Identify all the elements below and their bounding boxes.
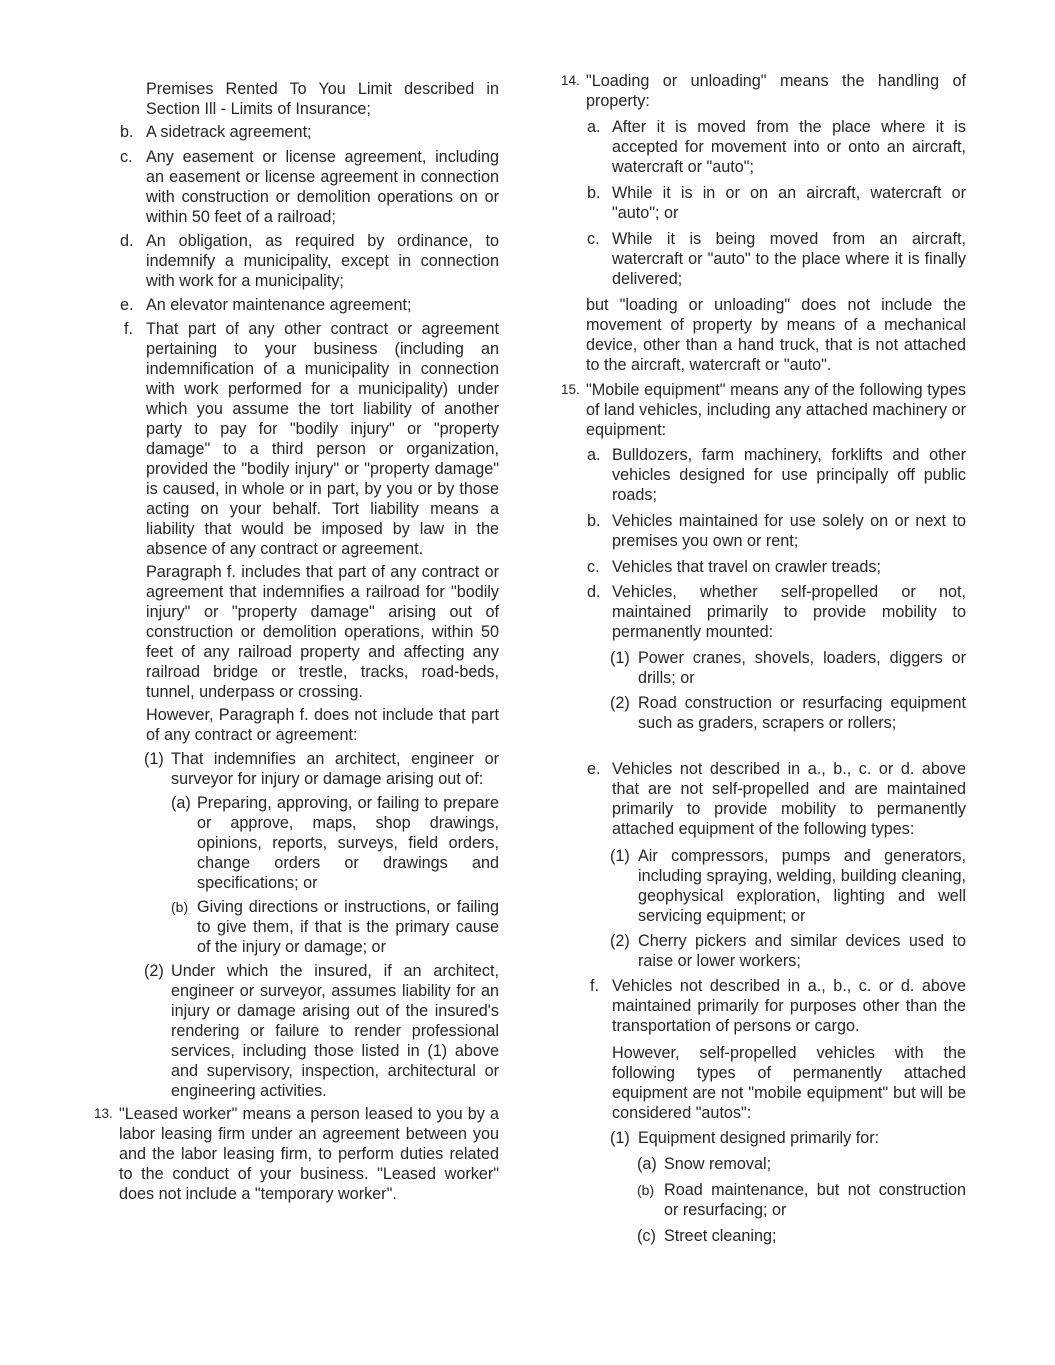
sub-1b-label: (b) bbox=[171, 899, 189, 915]
def15-e2-label: (2) bbox=[610, 932, 630, 950]
def15-f1c-label: (c) bbox=[637, 1227, 656, 1245]
def15-e2-text: Cherry pickers and similar devices used to raise or lower workers; bbox=[638, 932, 966, 970]
item-f-label: f. bbox=[124, 320, 133, 338]
def15-a-text: Bulldozers, farm machinery, forklifts and other vehicles designed for use principally off public roads; bbox=[612, 446, 966, 504]
definition-15-text: "Mobile equipment" means any of the following types of land vehicles, including any attached machinery or equipment: bbox=[586, 381, 966, 439]
item-b-label: b. bbox=[120, 123, 134, 141]
def15-e1-label: (1) bbox=[610, 847, 630, 865]
sub-1a-text: Preparing, approving, or failing to prepare or approve, maps, shop drawings, opinions, reports, surveys, field orders, change orders or drawings and specifications; or bbox=[197, 794, 499, 892]
definition-14-number: 14. bbox=[561, 73, 580, 88]
def15-d-label: d. bbox=[587, 583, 601, 601]
def14-tail: but "loading or unloading" does not include the movement of property by means of a mechanical device, other than a hand truck, that is not attached to the aircraft, watercraft or "auto". bbox=[586, 296, 966, 374]
def15-d-text: Vehicles, whether self-propelled or not, maintained primarily to provide mobility to permanently mounted: bbox=[612, 583, 966, 641]
def15-f1-label: (1) bbox=[610, 1129, 630, 1147]
def15-e1-text: Air compressors, pumps and generators, including spraying, welding, building cleaning, geophysical exploration, lighting and well servicing equipment; or bbox=[638, 847, 966, 925]
sub-2-label: (2) bbox=[144, 962, 164, 980]
sub-2-text: Under which the insured, if an architect, engineer or surveyor, assumes liability for an injury or damage arising out of the insured's rendering or failure to render professional services, including those listed in (1) above and supervisory, inspection, architectural or engineering activities. bbox=[171, 962, 499, 1100]
paragraph-f-however: However, Paragraph f. does not include that part of any contract or agreement: bbox=[146, 706, 499, 744]
def15-f-text: Vehicles not described in a., b., c. or d. above maintained primarily for purposes other than the transportation of persons or cargo. bbox=[612, 977, 966, 1035]
def14-c-text: While it is being moved from an aircraft, watercraft or "auto" to the place where it is finally delivered; bbox=[612, 230, 966, 288]
def15-d2-label: (2) bbox=[610, 694, 630, 712]
item-e-label: e. bbox=[120, 296, 134, 314]
def15-f-however: However, self-propelled vehicles with the following types of permanently attached equipment are not "mobile equipment" but will be considered "autos": bbox=[612, 1044, 966, 1122]
def14-c-label: c. bbox=[587, 230, 600, 248]
item-c-text: Any easement or license agreement, including an easement or license agreement in connection with construction or demolition operations on or within 50 feet of a railroad; bbox=[146, 148, 499, 226]
def15-a-label: a. bbox=[587, 446, 601, 464]
def15-f1a-text: Snow removal; bbox=[664, 1155, 772, 1173]
def15-c-text: Vehicles that travel on crawler treads; bbox=[612, 558, 882, 576]
def14-a-text: After it is moved from the place where it is accepted for movement into or onto an aircraft, watercraft or "auto"; bbox=[612, 118, 966, 176]
def15-d1-text: Power cranes, shovels, loaders, diggers or drills; or bbox=[638, 649, 966, 687]
sub-1-label: (1) bbox=[144, 750, 164, 768]
def14-a-label: a. bbox=[587, 118, 601, 136]
def15-f1c-text: Street cleaning; bbox=[664, 1227, 777, 1245]
def15-b-text: Vehicles maintained for use solely on or next to premises you own or rent; bbox=[612, 512, 966, 550]
def15-d1-label: (1) bbox=[610, 649, 630, 667]
definition-13-number: 13. bbox=[94, 1106, 113, 1121]
item-c-label: c. bbox=[120, 148, 133, 166]
def14-b-text: While it is in or on an aircraft, watercraft or "auto"; or bbox=[612, 184, 966, 222]
def15-f1a-label: (a) bbox=[637, 1155, 657, 1173]
def15-e-text: Vehicles not described in a., b., c. or d. above that are not self-propelled and are maintained primarily to provide mobility to permanently attached equipment of the following types: bbox=[612, 760, 966, 838]
item-b-text: A sidetrack agreement; bbox=[146, 123, 312, 141]
sub-1-text: That indemnifies an architect, engineer or surveyor for injury or damage arising out of: bbox=[171, 750, 499, 788]
def15-e-label: e. bbox=[587, 760, 601, 778]
def15-b-label: b. bbox=[587, 512, 601, 530]
definition-13-text: "Leased worker" means a person leased to you by a labor leasing firm under an agreement between you and the labor leasing firm, to perform duties related to the conduct of your business. "Leased worker" does not include a "temporary worker". bbox=[119, 1105, 499, 1203]
premises-continuation: Premises Rented To You Limit described in Section Ill - Limits of Insurance; bbox=[146, 80, 499, 118]
sub-1a-label: (a) bbox=[171, 794, 191, 812]
item-d-label: d. bbox=[120, 232, 134, 250]
def15-f1b-text: Road maintenance, but not construction or resurfacing; or bbox=[664, 1181, 966, 1219]
item-f-text: That part of any other contract or agreement pertaining to your business (including an indemnification of a municipality in connection with work performed for a municipality) under which you assume the tort liability of another party to pay for "bodily injury" or "property damage" to a third person or organization, provided the "bodily injury" or "property damage" is caused, in whole or in part, by you or by those acting on your behalf. Tort liability means a liability that would be imposed by law in the absence of any contract or agreement. bbox=[146, 320, 499, 558]
item-e-text: An elevator maintenance agreement; bbox=[146, 296, 412, 314]
def15-f-label: f. bbox=[590, 977, 599, 995]
def15-c-label: c. bbox=[587, 558, 600, 576]
def15-f1b-label: (b) bbox=[637, 1182, 655, 1198]
def15-d2-text: Road construction or resurfacing equipment such as graders, scrapers or rollers; bbox=[638, 694, 966, 732]
item-d-text: An obligation, as required by ordinance, to indemnify a municipality, except in connection with work for a municipality; bbox=[146, 232, 499, 290]
definition-15-number: 15. bbox=[561, 382, 580, 397]
paragraph-f-includes: Paragraph f. includes that part of any contract or agreement that indemnifies a railroad for "bodily injury" or "property damage" arising out of construction or demolition operations, within 50 feet of any railroad property and affecting any railroad bridge or trestle, tracks, road-beds, tunnel, underpass or crossing. bbox=[146, 563, 499, 701]
def15-f1-text: Equipment designed primarily for: bbox=[638, 1129, 880, 1147]
def14-b-label: b. bbox=[587, 184, 601, 202]
sub-1b-text: Giving directions or instructions, or failing to give them, if that is the primary cause of the injury or damage; or bbox=[197, 898, 499, 956]
definition-14-text: "Loading or unloading" means the handling of property: bbox=[586, 72, 966, 110]
